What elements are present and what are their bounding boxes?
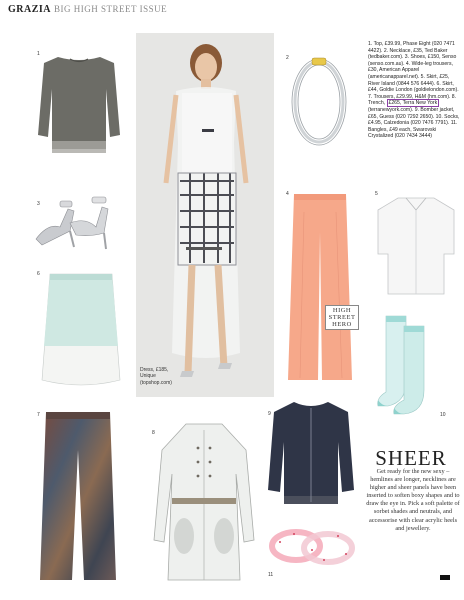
item-number: 6 [37, 271, 40, 277]
shoes-image [30, 187, 112, 251]
item-number: 10 [440, 412, 446, 418]
item-number: 1 [37, 51, 40, 57]
item-number: 7 [37, 412, 40, 418]
highlighted-credit: £265, Terra New York [388, 100, 438, 107]
feature-title: SHEER [375, 446, 447, 470]
model-photo [136, 33, 274, 397]
product-credits [368, 41, 462, 140]
item-number: 8 [152, 430, 155, 436]
top-image [36, 53, 122, 163]
trench-image [150, 420, 258, 588]
model-caption [140, 367, 172, 386]
item-number: 2 [286, 55, 289, 61]
peach-trousers-image [286, 192, 354, 384]
page-header [8, 4, 167, 15]
socks-image [374, 312, 436, 420]
necklace-image [284, 56, 354, 152]
item-number: 11 [268, 572, 274, 578]
printed-trousers-image [36, 410, 120, 582]
stamp-line: HERO [332, 321, 352, 328]
item-number: 5 [375, 191, 378, 197]
model-caption-line: Unique [140, 373, 156, 380]
skirt-image [38, 272, 124, 392]
stamp-line: HIGH [332, 307, 352, 314]
credits-text: (terranewyork.com). 9. Bomber jacket, £65, Guess (020 7292 2650). 10. Socks, £4.95, Calzedonia (020 7476 7791). 11. Bangles, £49 each, Swarovski Crystalized (020 7434 3444) [368, 106, 460, 140]
high-street-hero-stamp [325, 305, 359, 330]
end-mark [440, 575, 450, 580]
feature-body: Get ready for the new sexy – hemlines are longer, necklines are higher and sheer panels have been inserted to soften boxy shapes and to draw the eye in. Pick a soft palette of sorbet shades and neutrals, and accessorise with clear acrylic heels and jewellery. [366, 468, 460, 532]
stamp-line: STREET [328, 314, 356, 321]
magazine-brand: GRAZIA [8, 4, 52, 15]
credits-text: 1. Top, £39.99, Phase Eight (020 7471 4422). 2. Necklace, £35, Ted Baker (tedbaker.com). 3. Shoes, £150, Senso (senso.com.au). 4. Wide-leg trousers, £30, American Apparel (americanapparel.net). 5. Skirt, £25, River Island (0844 576 6444). 6. Skirt, £44, Goldie London (goldielondon.com). 7. Trousers, £29.99, H&M (hm.com). 8. Trench, [368, 41, 459, 107]
bangles-image [266, 524, 356, 570]
shirt-image [374, 194, 458, 304]
item-number: 4 [286, 191, 289, 197]
bomber-image [266, 398, 356, 516]
item-number: 9 [268, 411, 271, 417]
model-caption-line: (topshop.com) [140, 379, 172, 386]
model-caption-line: Dress, £185, [140, 367, 169, 373]
issue-title: BIG HIGH STREET ISSUE [54, 4, 168, 14]
item-number: 3 [37, 201, 40, 207]
